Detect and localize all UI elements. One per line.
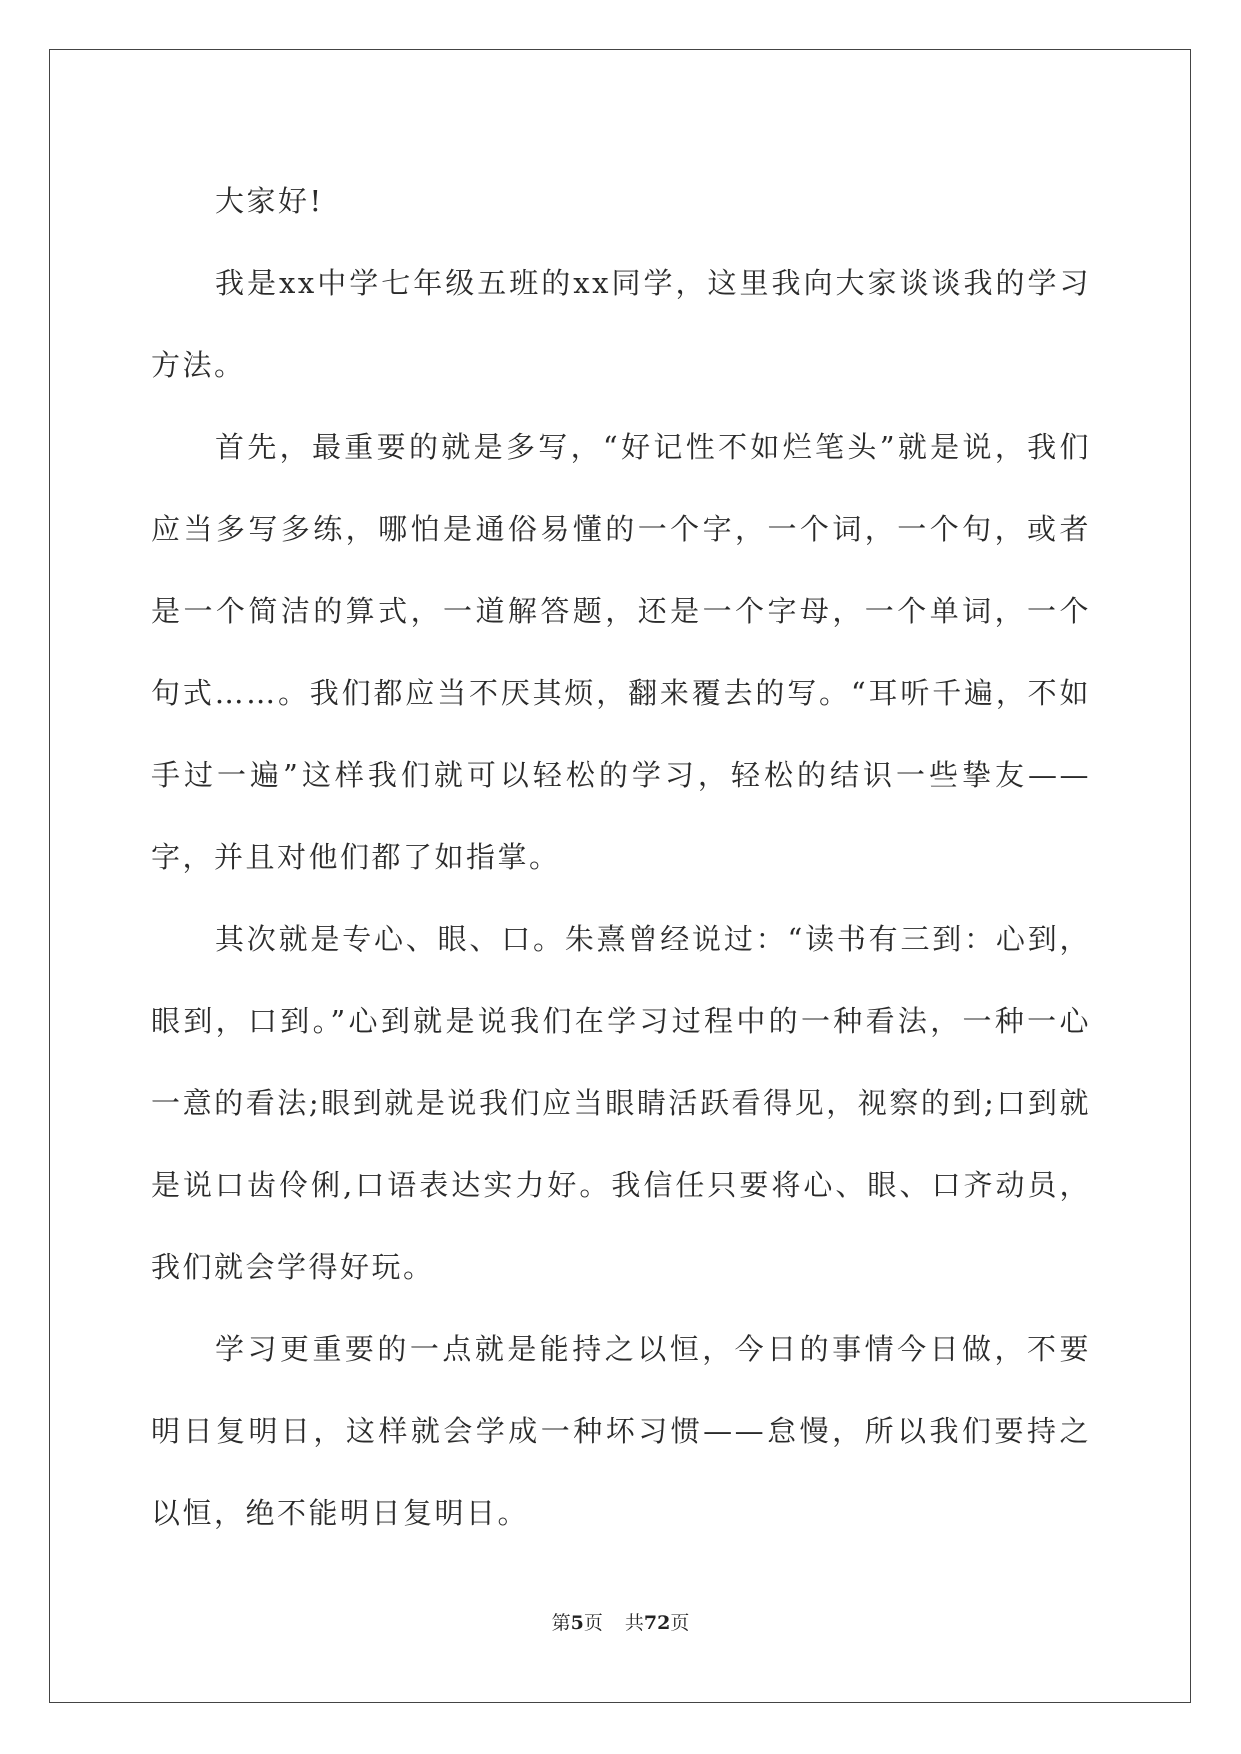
paragraph-third-method: 学习更重要的一点就是能持之以恒，今日的事情今日做，不要明日复明日，这样就会学成一种坏习惯——怠慢，所以我们要持之以恒，绝不能明日复明日。 [151, 1332, 1091, 1530]
paragraph-introduction: 我是xx中学七年级五班的xx同学，这里我向大家谈谈我的学习方法。 [151, 266, 1091, 382]
footer-total-prefix: 共 [624, 1612, 644, 1634]
page-footer [0, 1608, 1241, 1635]
footer-page-suffix: 页 [583, 1612, 603, 1634]
paragraph-greeting: 大家好! [215, 184, 324, 218]
paragraph-first-method: 首先，最重要的就是多写，“好记性不如烂笔头”就是说，我们应当多写多练，哪怕是通俗易懂的一个字，一个词，一个句，或者是一个简洁的算式，一道解答题，还是一个字母，一个单词，一个句式……。我们都应当不厌其烦，翻来覆去的写。“耳听千遍，不如手过一遍”这样我们就可以轻松的学习，轻松的结识一些挚友——字，并且对他们都了如指掌。 [151, 430, 1091, 874]
footer-page-prefix: 第 [551, 1612, 571, 1634]
footer-page-number: 5 [570, 1612, 584, 1634]
footer-total-number: 72 [643, 1612, 671, 1634]
paragraph-second-method: 其次就是专心、眼、口。朱熹曾经说过：“读书有三到：心到，眼到，口到。”心到就是说我们在学习过程中的一种看法，一种一心一意的看法;眼到就是说我们应当眼睛活跃看得见，视察的到;口到就是说口齿伶俐,口语表达实力好。我信任只要将心、眼、口齐动员，我们就会学得好玩。 [151, 922, 1091, 1284]
document-body [151, 160, 1091, 1554]
footer-total-suffix: 页 [670, 1612, 690, 1634]
